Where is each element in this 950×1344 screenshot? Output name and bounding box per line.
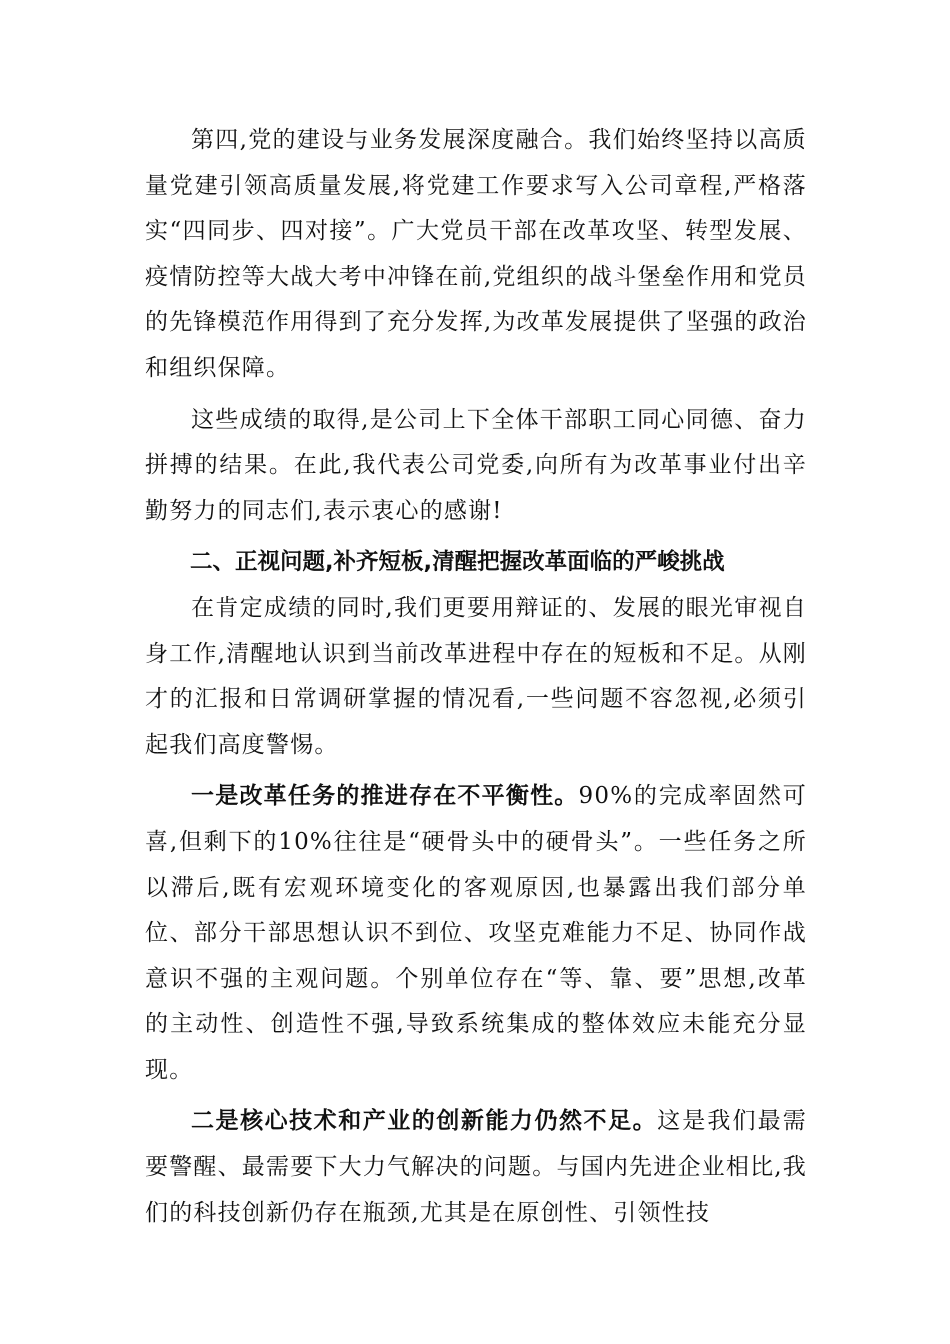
paragraph-party-building: 第四,党的建设与业务发展深度融合。我们始终坚持以高质量党建引领高质量发展,将党建工作要求写入公司章程,严格落实“四同步、四对接”。广大党员干部在改革攻坚、转型发展、疫情防控等大战大考中冲锋在前,党组织的战斗堡垒作用和党员的先锋模范作用得到了充分发挥,为改革发展提供了坚强的政治和组织保障。 bbox=[145, 127, 807, 381]
section-heading-two: 二、正视问题,补齐短板,清醒把握改革面临的严峻挑战 bbox=[190, 549, 725, 576]
problem-one-text: 90%的完成率固然可喜,但剩下的10%往往是“硬骨头中的硬骨头”。一些任务之所以滞后,既有宏观环境变化的客观原因,也暴露出我们部分单位、部分干部思想认识不到位、攻坚克难能力不足、协同作战意识不强的主观问题。个别单位存在“等、靠、要”思想,改革的主动性、创造性不强,导致系统集成的整体效应未能充分显现。 bbox=[145, 783, 807, 1083]
document-body bbox=[145, 118, 807, 1242]
paragraph-problems-intro: 在肯定成绩的同时,我们更要用辩证的、发展的眼光审视自身工作,清醒地认识到当前改革进程中存在的短板和不足。从刚才的汇报和日常调研掌握的情况看,一些问题不容忽视,必须引起我们高度警惕。 bbox=[145, 594, 807, 758]
problem-two-lead: 二是核心技术和产业的创新能力仍然不足。 bbox=[191, 1108, 658, 1135]
problem-one-lead: 一是改革任务的推进存在不平衡性。 bbox=[191, 783, 579, 810]
paragraph-problem-one bbox=[145, 774, 807, 1093]
paragraph-thanks: 这些成绩的取得,是公司上下全体干部职工同心同德、奋力拼搏的结果。在此,我代表公司党委,向所有为改革事业付出辛勤努力的同志们,表示衷心的感谢! bbox=[145, 406, 807, 524]
paragraph-problem-two bbox=[145, 1099, 807, 1236]
problem-two-text: 这是我们最需要警醒、最需要下大力气解决的问题。与国内先进企业相比,我们的科技创新仍存在瓶颈,尤其是在原创性、引领性技 bbox=[145, 1108, 808, 1226]
